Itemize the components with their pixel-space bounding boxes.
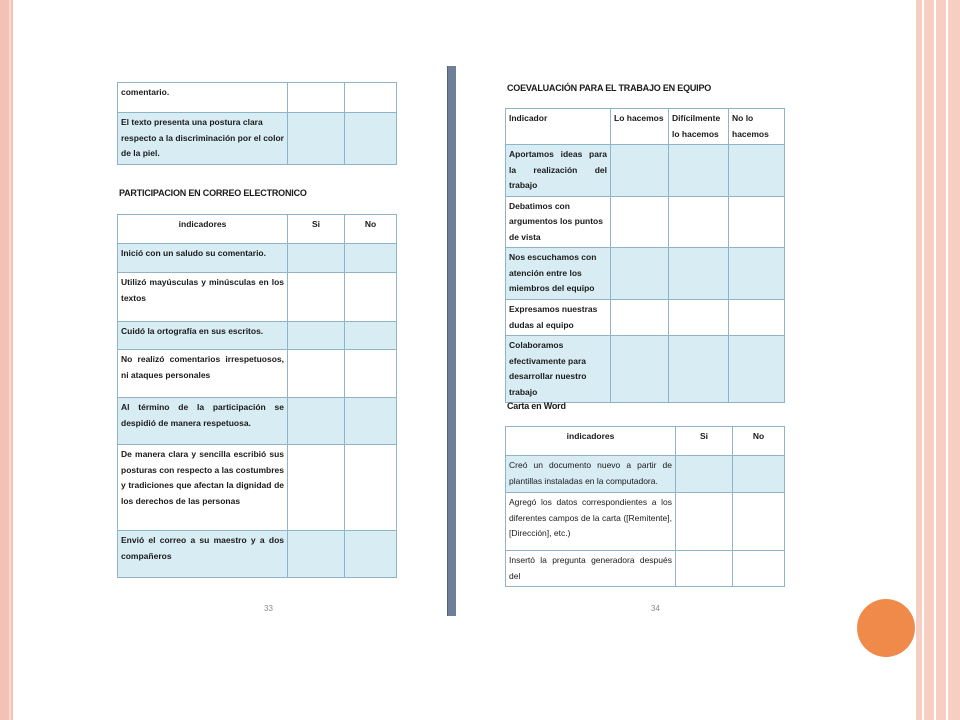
table-cell: Insertó la pregunta generadora después del [506, 551, 676, 587]
table-cell [288, 531, 345, 578]
table-cell [288, 322, 345, 350]
table-cell [611, 248, 669, 300]
table-cell [611, 196, 669, 248]
table-cell: No realizó comentarios irrespetuosos, ni ataques personales [118, 350, 288, 398]
table-cell [733, 551, 785, 587]
table-cell [345, 350, 397, 398]
table-cell: Utilizó mayúsculas y minúsculas en los textos [118, 273, 288, 322]
table-cell [345, 113, 397, 165]
table-row [118, 531, 397, 578]
orange-circle-decoration [857, 599, 915, 657]
column-header: Difícilmente lo hacemos [669, 109, 729, 145]
table-cell [611, 336, 669, 403]
table-cell: El texto presenta una postura clara respecto a la discriminación por el color de la piel. [118, 113, 288, 165]
table-row [118, 322, 397, 350]
table-row [506, 248, 785, 300]
column-header: Si [676, 427, 733, 456]
table-cell: Aportamos ideas para la realización del trabajo [506, 145, 611, 197]
column-header: indicadores [118, 215, 288, 244]
left-top-table [117, 82, 397, 165]
word-letter-table [505, 426, 785, 587]
table-cell [288, 445, 345, 531]
table-cell: Creó un documento nuevo a partir de plantillas instaladas en la computadora. [506, 456, 676, 493]
column-header: No lo hacemos [729, 109, 785, 145]
table-cell [345, 83, 397, 113]
column-header: No [345, 215, 397, 244]
border-line [922, 0, 924, 720]
table-cell [345, 398, 397, 445]
column-header: Si [288, 215, 345, 244]
table-cell [729, 196, 785, 248]
table-cell [733, 493, 785, 551]
table-row [506, 456, 785, 493]
table-cell [288, 350, 345, 398]
column-header: Indicador [506, 109, 611, 145]
table-row [506, 145, 785, 197]
table-cell: Al término de la participación se despidió de manera respetuosa. [118, 398, 288, 445]
table-header-row [118, 215, 397, 244]
section-title: COEVALUACIÓN PARA EL TRABAJO EN EQUIPO [507, 83, 712, 93]
right-decorative-border [916, 0, 960, 720]
table-row [118, 113, 397, 165]
column-header: indicadores [506, 427, 676, 456]
coevaluation-table [505, 108, 785, 403]
page-number: 34 [651, 604, 660, 613]
table-row [118, 83, 397, 113]
table-cell [345, 531, 397, 578]
table-cell: Cuidó la ortografía en sus escritos. [118, 322, 288, 350]
table-cell [669, 196, 729, 248]
table-row [118, 244, 397, 273]
table-cell [345, 244, 397, 273]
table-cell: De manera clara y sencilla escribió sus posturas con respecto a las costumbres y tradiciones que afectan la dignidad de los derechos de las personas [118, 445, 288, 531]
table-row [118, 445, 397, 531]
table-cell [676, 551, 733, 587]
table-row [118, 273, 397, 322]
table-cell [733, 456, 785, 493]
table-cell [611, 300, 669, 336]
table-cell [288, 83, 345, 113]
table-row [506, 300, 785, 336]
table-cell [345, 322, 397, 350]
table-cell: Debatimos con argumentos los puntos de vista [506, 196, 611, 248]
left-decorative-border [0, 0, 13, 720]
table-cell [676, 493, 733, 551]
table-cell [669, 300, 729, 336]
page-number: 33 [264, 604, 273, 613]
table-cell [669, 248, 729, 300]
table-cell: Envió el correo a su maestro y a dos compañeros [118, 531, 288, 578]
table-row [118, 350, 397, 398]
column-header: No [733, 427, 785, 456]
table-cell [345, 273, 397, 322]
table-row [506, 196, 785, 248]
email-participation-table [117, 214, 397, 578]
table-cell: Colaboramos efectivamente para desarrollar nuestro trabajo [506, 336, 611, 403]
table-header-row [506, 109, 785, 145]
table-row [506, 336, 785, 403]
table-row [506, 551, 785, 587]
section-title: PARTICIPACION EN CORREO ELECTRONICO [119, 188, 307, 198]
table-cell [676, 456, 733, 493]
table-cell: comentario. [118, 83, 288, 113]
table-cell [729, 248, 785, 300]
table-cell [611, 145, 669, 197]
table-cell [288, 273, 345, 322]
column-header: Lo hacemos [611, 109, 669, 145]
table-cell [669, 145, 729, 197]
table-header-row [506, 427, 785, 456]
table-cell [288, 113, 345, 165]
table-cell [345, 445, 397, 531]
book-spine [447, 66, 456, 616]
table-cell: Agregó los datos correspondientes a los diferentes campos de la carta ([Remitente], [Dirección], etc.) [506, 493, 676, 551]
border-line [934, 0, 936, 720]
table-row [506, 493, 785, 551]
table-cell [729, 145, 785, 197]
border-line [946, 0, 948, 720]
table-cell [669, 336, 729, 403]
table-cell: Nos escuchamos con atención entre los miembros del equipo [506, 248, 611, 300]
table-cell [729, 336, 785, 403]
table-cell: Inició con un saludo su comentario. [118, 244, 288, 273]
table-cell: Expresamos nuestras dudas al equipo [506, 300, 611, 336]
table-cell [729, 300, 785, 336]
table-cell [288, 244, 345, 273]
section-title: Carta en Word [507, 401, 566, 411]
table-cell [288, 398, 345, 445]
table-row [118, 398, 397, 445]
